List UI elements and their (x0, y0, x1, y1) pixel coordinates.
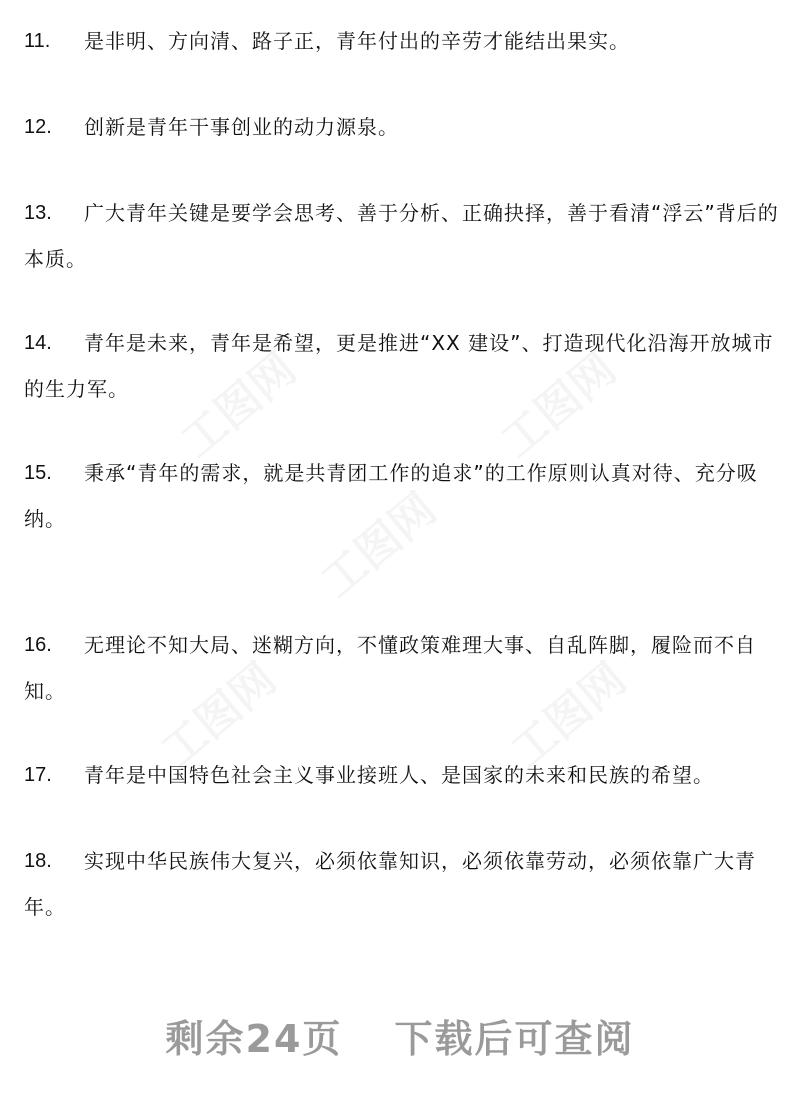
item-number: 18. (24, 850, 52, 872)
list-item (24, 622, 784, 714)
item-text: 实现中华民族伟大复兴，必须依靠知识，必须依靠劳动，必须依靠广大青年。 (24, 849, 756, 919)
item-number: 11. (24, 30, 51, 52)
list-item (24, 104, 784, 150)
item-text: 秉承“青年的需求，就是共青团工作的追求”的工作原则认真对待、充分吸纳。 (24, 461, 758, 531)
list-item (24, 18, 784, 64)
list-item (24, 190, 784, 282)
item-text: 无理论不知大局、迷糊方向，不懂政策难理大事、自乱阵脚，履险而不自知。 (24, 633, 756, 703)
remaining-pages-label: 剩余24页 (165, 1017, 343, 1061)
download-hint-label: 下载后可查阅 (394, 1017, 635, 1061)
item-number: 15. (24, 462, 52, 484)
list-item (24, 450, 784, 542)
item-number: 14. (24, 332, 52, 354)
item-text: 广大青年关键是要学会思考、善于分析、正确抉择，善于看清“浮云”背后的本质。 (24, 201, 779, 271)
download-banner[interactable] (0, 1008, 800, 1063)
item-number: 13. (24, 202, 52, 224)
list-item (24, 752, 784, 798)
item-number: 12. (24, 116, 52, 138)
item-text: 是非明、方向清、路子正，青年付出的辛劳才能结出果实。 (84, 29, 630, 53)
item-number: 16. (24, 634, 52, 656)
item-text: 创新是青年干事创业的动力源泉。 (84, 115, 399, 139)
item-text: 青年是未来，青年是希望，更是推进“XX 建设”、打造现代化沿海开放城市的生力军。 (24, 331, 774, 401)
list-item (24, 320, 784, 412)
item-number: 17. (24, 764, 52, 786)
item-text: 青年是中国特色社会主义事业接班人、是国家的未来和民族的希望。 (84, 763, 714, 787)
list-item (24, 838, 784, 930)
